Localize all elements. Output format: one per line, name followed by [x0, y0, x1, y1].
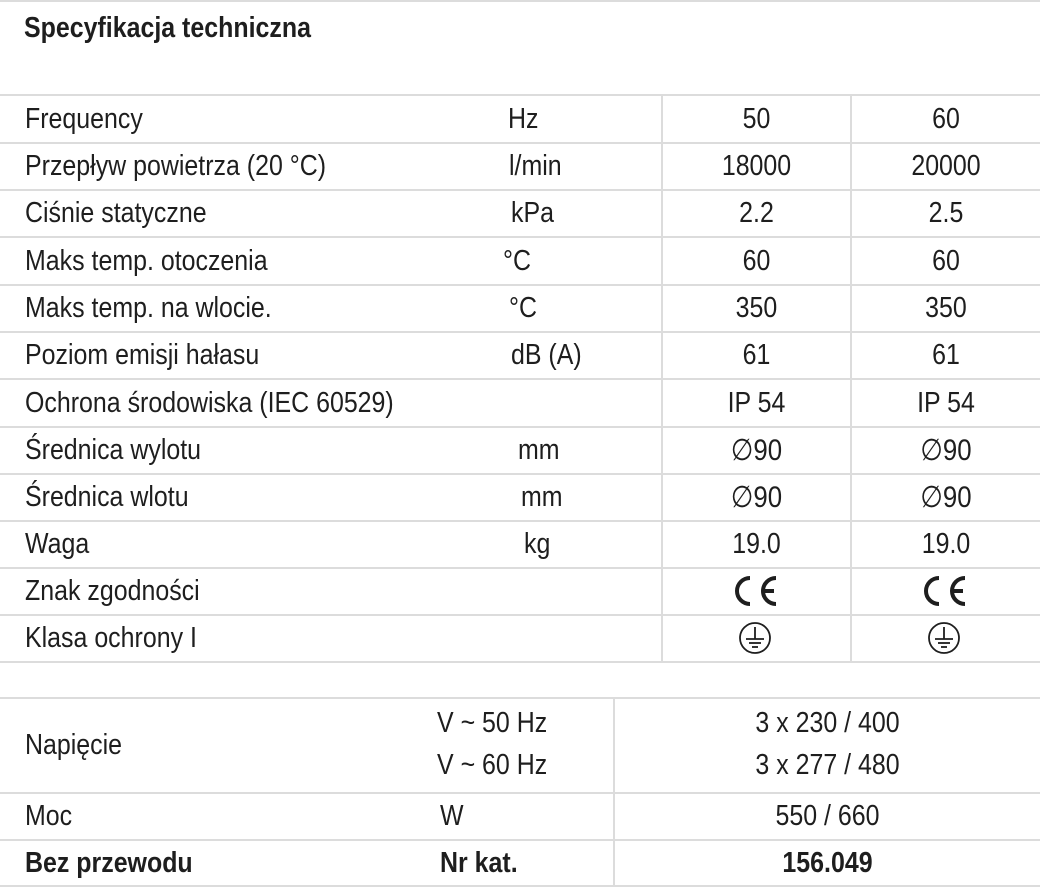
- row-unit: mm: [521, 481, 563, 513]
- value-60hz: 19.0: [921, 528, 971, 560]
- value-50hz: ∅90: [730, 481, 783, 514]
- grid-line: [0, 697, 1040, 699]
- value-50hz: 2.2: [739, 197, 774, 229]
- row-label: Średnica wylotu: [25, 434, 202, 466]
- row-unit: kg: [524, 528, 551, 560]
- voltage-value-50hz: 3 x 230 / 400: [755, 707, 900, 739]
- row-label: Ciśnie statyczne: [25, 197, 207, 229]
- power-unit: W: [440, 800, 464, 832]
- value-60hz: ∅90: [920, 481, 972, 514]
- voltage-label: Napięcie: [25, 729, 123, 761]
- ce-mark-icon: [919, 574, 971, 608]
- grid-line: [661, 95, 663, 661]
- row-unit: mm: [518, 434, 560, 466]
- row-unit: °C: [509, 292, 537, 324]
- value-50hz: 61: [742, 339, 771, 371]
- row-unit: kPa: [511, 197, 554, 229]
- row-label: Maks temp. na wlocie.: [25, 292, 272, 324]
- value-60hz: 60: [932, 245, 960, 277]
- value-50hz: ∅90: [730, 434, 783, 467]
- page-title: Specyfikacja techniczna: [24, 12, 311, 44]
- row-unit: l/min: [509, 150, 562, 182]
- protective-earth-icon: [738, 621, 772, 655]
- catalog-label: Bez przewodu: [25, 847, 193, 879]
- row-unit: dB (A): [511, 339, 582, 371]
- value-60hz: 20000: [911, 150, 981, 182]
- value-60hz: IP 54: [917, 387, 975, 419]
- value-50hz: 350: [735, 292, 778, 324]
- value-50hz: 19.0: [732, 528, 781, 560]
- voltage-value-60hz: 3 x 277 / 480: [755, 749, 900, 781]
- value-50hz: IP 54: [727, 387, 786, 419]
- value-50hz: 18000: [721, 150, 792, 182]
- row-unit: °C: [503, 245, 531, 277]
- value-60hz: 61: [932, 339, 960, 371]
- row-label: Frequency: [25, 103, 143, 135]
- value-60hz: ∅90: [920, 434, 972, 467]
- power-value: 550 / 660: [775, 800, 880, 832]
- value-50hz: 50: [742, 103, 771, 135]
- power-label: Moc: [25, 800, 73, 832]
- row-label: Maks temp. otoczenia: [25, 245, 268, 277]
- grid-line: [613, 697, 615, 887]
- grid-line: [0, 0, 1040, 2]
- row-label: Waga: [25, 528, 90, 560]
- voltage-unit-60hz: V ~ 60 Hz: [437, 749, 548, 781]
- value-60hz: 2.5: [928, 197, 964, 229]
- row-label: Znak zgodności: [25, 575, 200, 607]
- row-unit: Hz: [508, 103, 539, 135]
- value-60hz: 60: [932, 103, 960, 135]
- grid-line: [850, 95, 852, 661]
- value-50hz: 60: [742, 245, 771, 277]
- row-label: Klasa ochrony I: [25, 622, 197, 654]
- voltage-unit-50hz: V ~ 50 Hz: [437, 707, 548, 739]
- catalog-unit: Nr kat.: [440, 847, 518, 879]
- protective-earth-icon: [927, 621, 961, 655]
- row-label: Średnica wlotu: [25, 481, 189, 513]
- row-label: Ochrona środowiska (IEC 60529): [25, 387, 394, 419]
- ce-mark-icon: [730, 574, 782, 608]
- catalog-number: 156.049: [782, 847, 873, 879]
- value-60hz: 350: [925, 292, 967, 324]
- row-label: Przepływ powietrza (20 °C): [25, 150, 327, 182]
- row-label: Poziom emisji hałasu: [25, 339, 260, 371]
